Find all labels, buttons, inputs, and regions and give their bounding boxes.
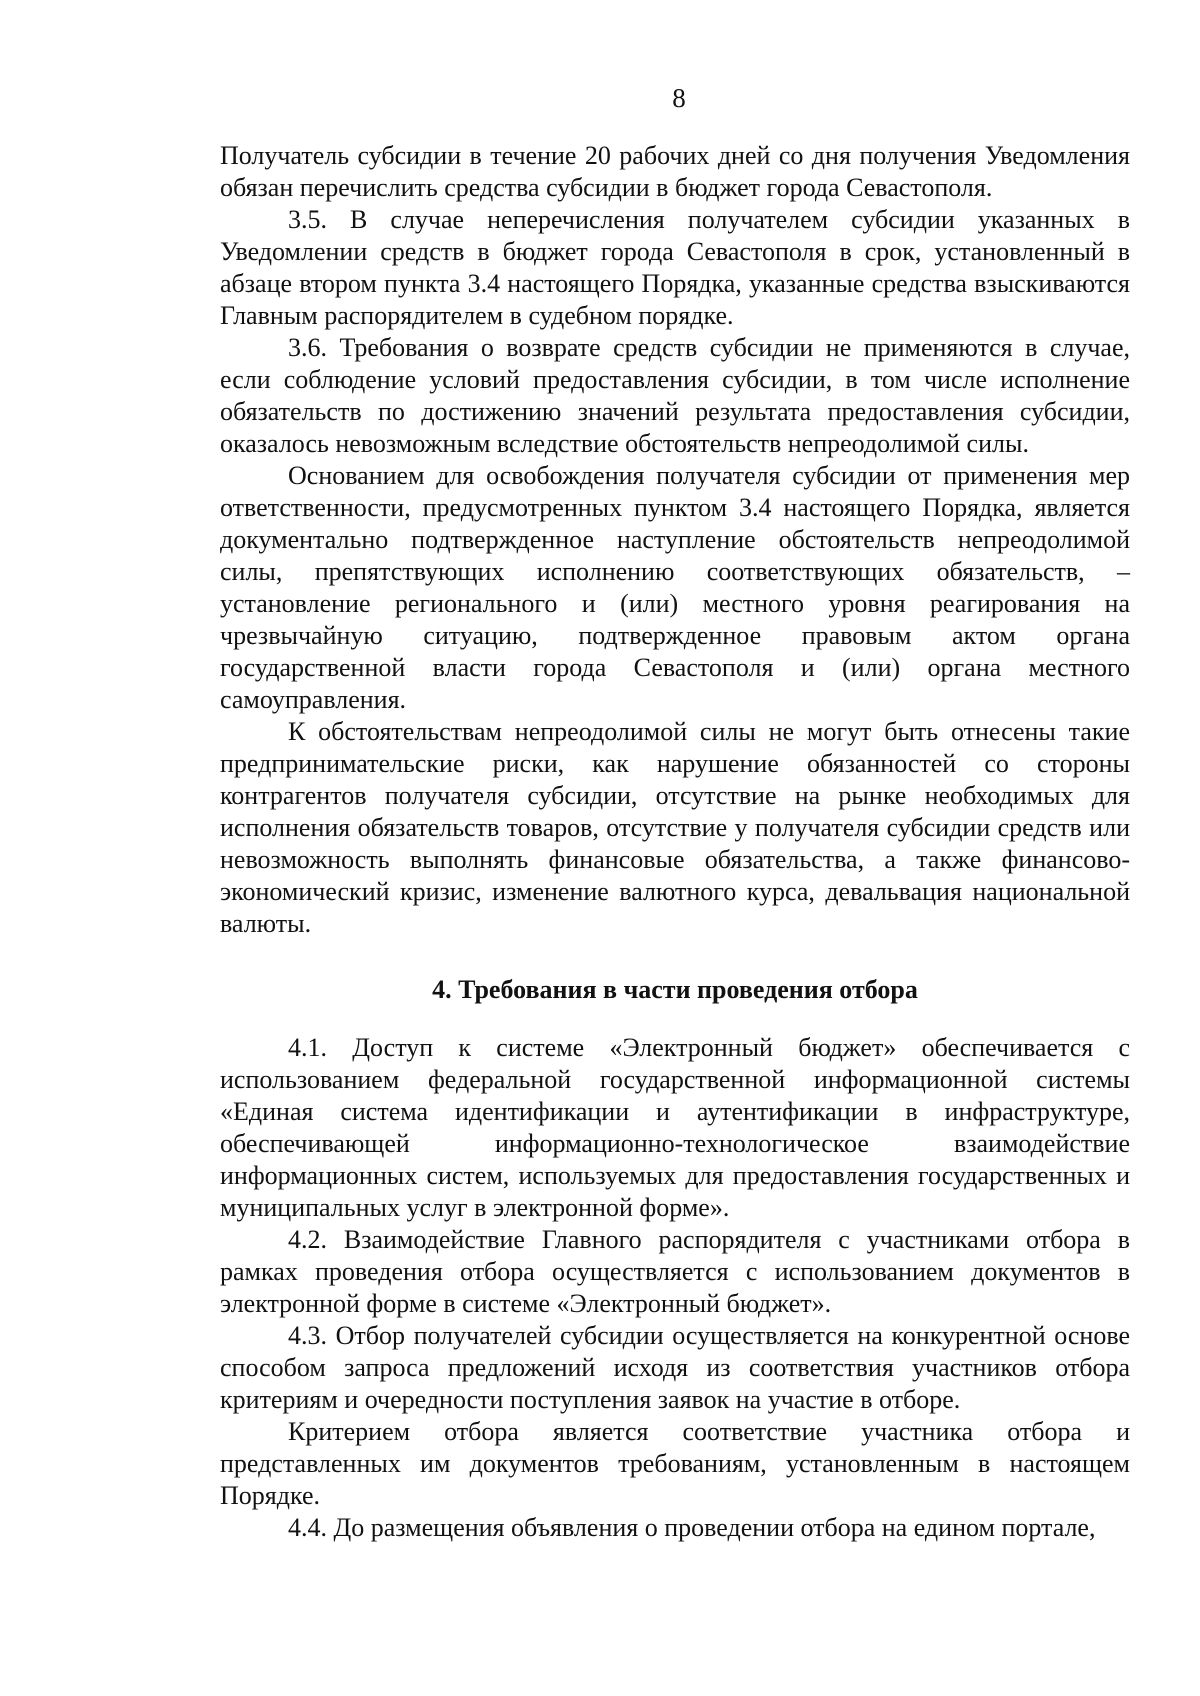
paragraph: Получатель субсидии в течение 20 рабочих дней со дня получения Уведомления обязан перечислить средства субсидии в бюджет города Севастополя. [220, 141, 1130, 202]
paragraph: 4.4. До размещения объявления о проведении отбора на едином портале, [288, 1513, 1096, 1542]
paragraph: 4.2. Взаимодействие Главного распорядителя с участниками отбора в рамках проведения отбора осуществляется с использованием документов в электронной форме в системе «Электронный бюджет». [220, 1225, 1130, 1318]
paragraph: 3.5. В случае неперечисления получателем субсидии указанных в Уведомлении средств в бюджет города Севастополя в срок, установленный в абзаце втором пункта 3.4 настоящего Порядка, указанные средства взыскиваются Главным распорядителем в судебном порядке. [220, 205, 1130, 330]
paragraph: Основанием для освобождения получателя субсидии от применения мер ответственности, предусмотренных пунктом 3.4 настоящего Порядка, является документально подтвержденное наступление обстоятельств непреодолимой силы, препятствующих исполнению соответствующих обязательств, – установление регионального и (или) местного уровня реагирования на чрезвычайную ситуацию, подтвержденное правовым актом органа государственной власти города Севастополя и (или) органа местного самоуправления. [220, 461, 1130, 714]
paragraph: К обстоятельствам непреодолимой силы не могут быть отнесены такие предпринимательские риски, как нарушение обязанностей со стороны контрагентов получателя субсидии, отсутствие на рынке необходимых для исполнения обязательств товаров, отсутствие у получателя субсидии средств или невозможность выполнять финансовые обязательства, а также финансово-экономический кризис, изменение валютного курса, девальвация национальной валюты. [220, 717, 1130, 938]
paragraph: 3.6. Требования о возврате средств субсидии не применяются в случае, если соблюдение условий предоставления субсидии, в том числе исполнение обязательств по достижению значений результата предоставления субсидии, оказалось невозможным вследствие обстоятельств непреодолимой силы. [220, 333, 1130, 458]
section-heading: 4. Требования в части проведения отбора [432, 975, 918, 1004]
paragraph: Критерием отбора является соответствие участника отбора и представленных им документов требованиям, установленным в настоящем Порядке. [220, 1417, 1130, 1510]
document-body [220, 140, 1130, 1544]
page-number: 8 [672, 83, 686, 113]
paragraph: 4.3. Отбор получателей субсидии осуществляется на конкурентной основе способом запроса предложений исходя из соответствия участников отбора критериям и очередности поступления заявок на участие в отборе. [220, 1321, 1130, 1414]
paragraph: 4.1. Доступ к системе «Электронный бюджет» обеспечивается с использованием федеральной государственной информационной системы «Единая система идентификации и аутентификации в инфраструктуре, обеспечивающей информационно-технологическое взаимодействие информационных систем, используемых для предоставления государственных и муниципальных услуг в электронной форме». [220, 1033, 1130, 1222]
